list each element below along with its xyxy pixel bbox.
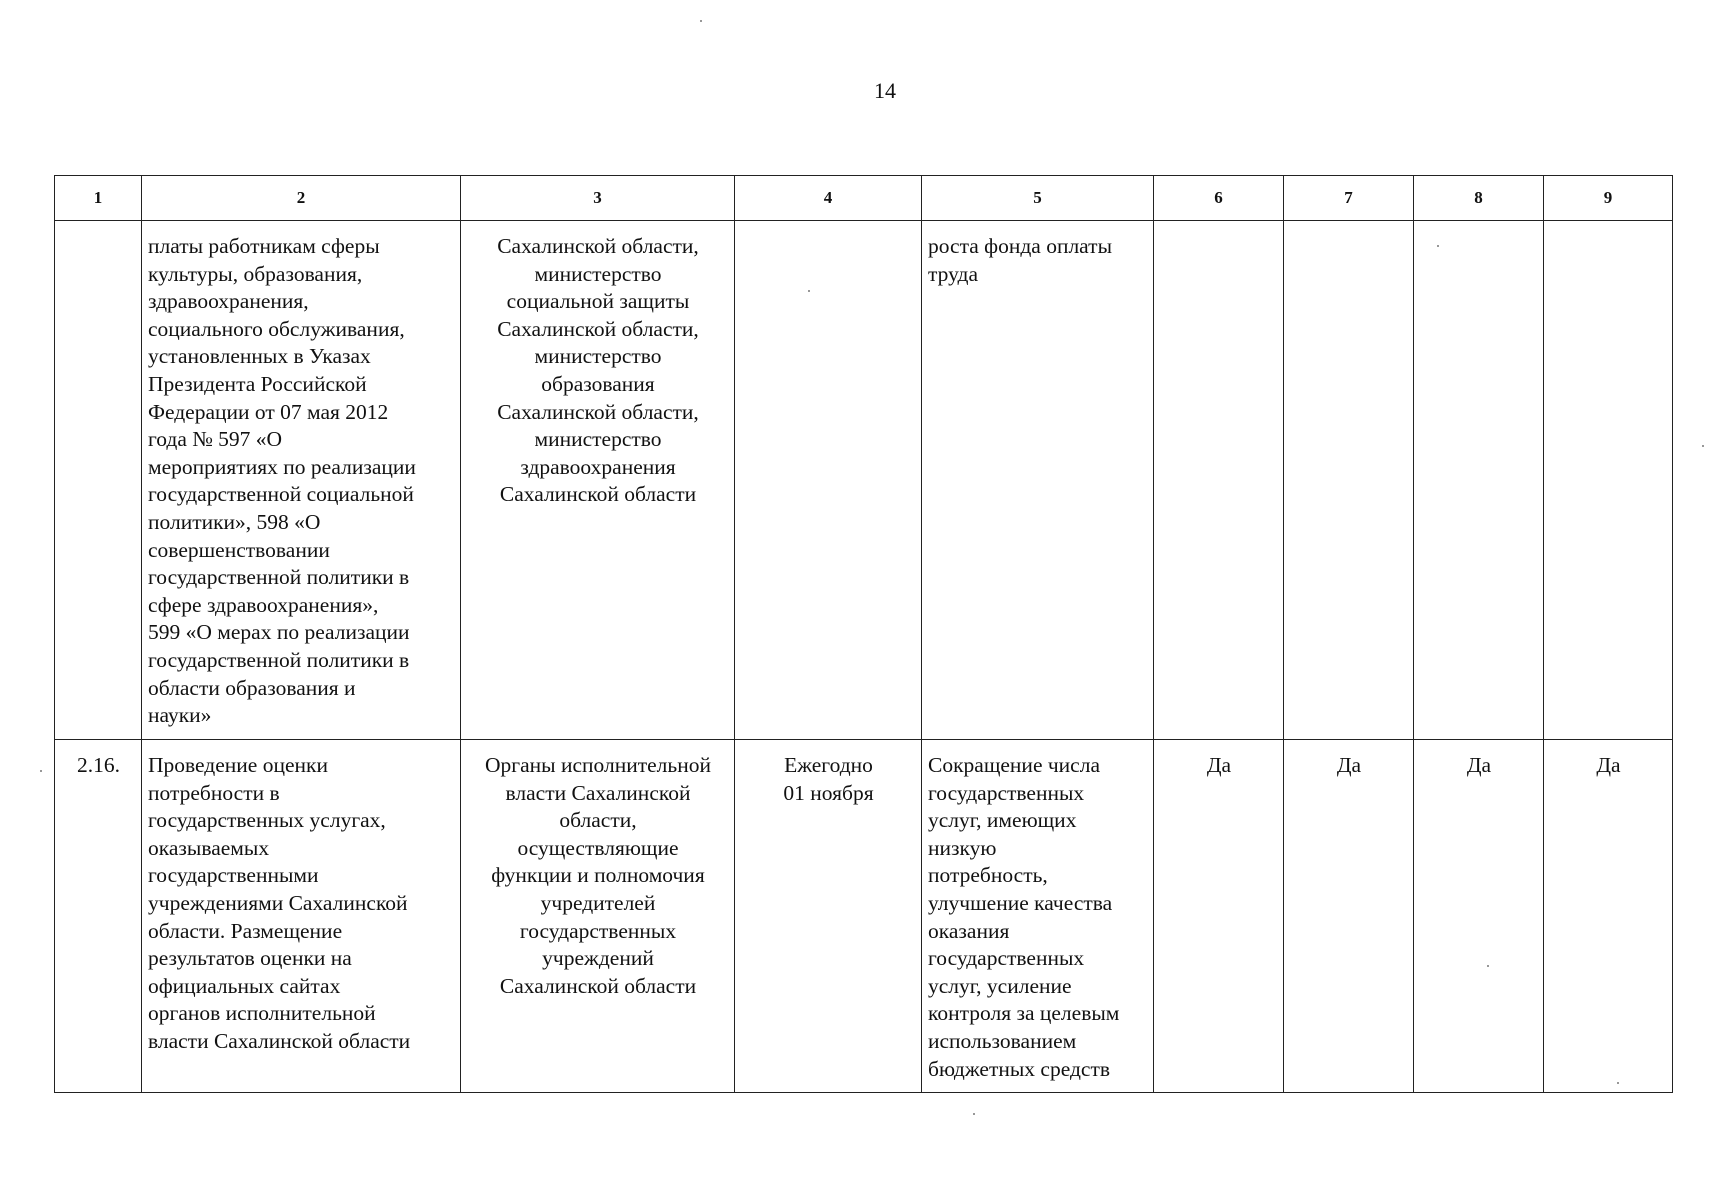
column-header: 1	[55, 176, 142, 221]
scan-speck	[973, 1113, 975, 1115]
column-header: 5	[922, 176, 1154, 221]
col8-cell	[1414, 740, 1544, 1093]
column-header: 7	[1284, 176, 1414, 221]
col6-cell	[1154, 740, 1284, 1093]
responsible-text: Сахалинской области, министерство социальной защиты Сахалинской области, министерство образования Сахалинской области, министерство здравоохранения Сахалинской области	[497, 234, 699, 507]
col7-cell	[1284, 740, 1414, 1093]
responsible-cell	[461, 740, 735, 1093]
measure-cell	[142, 221, 461, 740]
col9-cell	[1544, 740, 1673, 1093]
responsible-text: Органы исполнительной власти Сахалинской области, осуществляющие функции и полномочия учредителей государственных учреждений Сахалинской области	[485, 753, 711, 998]
measure-text: платы работникам сферы культуры, образования, здравоохранения, социального обслуживания, установленных в Указах Президента Российской Федерации от 07 мая 2012 года № 597 «О мероприятиях по реализации государственной социальной политики», 598 «О совершенствовании государственной политики в сфере здравоохранения», 599 «О мерах по реализации государственной политики в области образования и науки»	[148, 234, 416, 728]
scan-speck	[40, 770, 42, 772]
deadline-cell	[735, 221, 922, 740]
measure-text: Проведение оценки потребности в государственных услугах, оказываемых государственными учреждениями Сахалинской области. Размещение результатов оценки на официальных сайтах органов исполнительной власти Сахалинской области	[148, 753, 411, 1053]
col9-value	[1544, 221, 1672, 239]
table-row	[55, 740, 1673, 1093]
item-number: 2.16.	[77, 753, 120, 777]
col6-cell	[1154, 221, 1284, 740]
measure-cell	[142, 740, 461, 1093]
item-number-cell	[55, 221, 142, 740]
column-header: 8	[1414, 176, 1544, 221]
item-number-cell	[55, 740, 142, 1093]
col8-value: Да	[1466, 753, 1492, 777]
column-header: 9	[1544, 176, 1673, 221]
responsible-cell	[461, 221, 735, 740]
result-cell	[922, 740, 1154, 1093]
scan-speck	[1702, 445, 1704, 447]
column-header: 3	[461, 176, 735, 221]
scan-speck	[808, 290, 810, 292]
deadline-text: Ежегодно 01 ноября	[783, 753, 874, 805]
scan-speck	[700, 20, 702, 22]
measures-table	[54, 175, 1673, 1093]
column-header: 6	[1154, 176, 1284, 221]
col6-value	[1154, 221, 1283, 239]
col7-value	[1284, 221, 1413, 239]
col6-value: Да	[1206, 753, 1232, 777]
col7-cell	[1284, 221, 1414, 740]
scan-speck	[1617, 1082, 1619, 1084]
item-number	[55, 221, 141, 239]
col7-value: Да	[1336, 753, 1362, 777]
result-text: роста фонда оплаты труда	[928, 234, 1113, 286]
col9-value: Да	[1596, 753, 1621, 777]
table-row	[55, 221, 1673, 740]
result-text: Сокращение числа государственных услуг, имеющих низкую потребность, улучшение качества оказания государственных услуг, усиление контроля за целевым использованием бюджетных средств	[928, 753, 1120, 1081]
col8-cell	[1414, 221, 1544, 740]
col9-cell	[1544, 221, 1673, 740]
scan-speck	[1437, 245, 1439, 247]
column-header: 4	[735, 176, 922, 221]
result-cell	[922, 221, 1154, 740]
deadline-cell	[735, 740, 922, 1093]
column-header: 2	[142, 176, 461, 221]
header-row	[55, 176, 1673, 221]
deadline-text	[735, 221, 921, 239]
scan-speck	[1487, 965, 1489, 967]
page-number: 14	[874, 78, 896, 103]
col8-value	[1414, 221, 1543, 239]
